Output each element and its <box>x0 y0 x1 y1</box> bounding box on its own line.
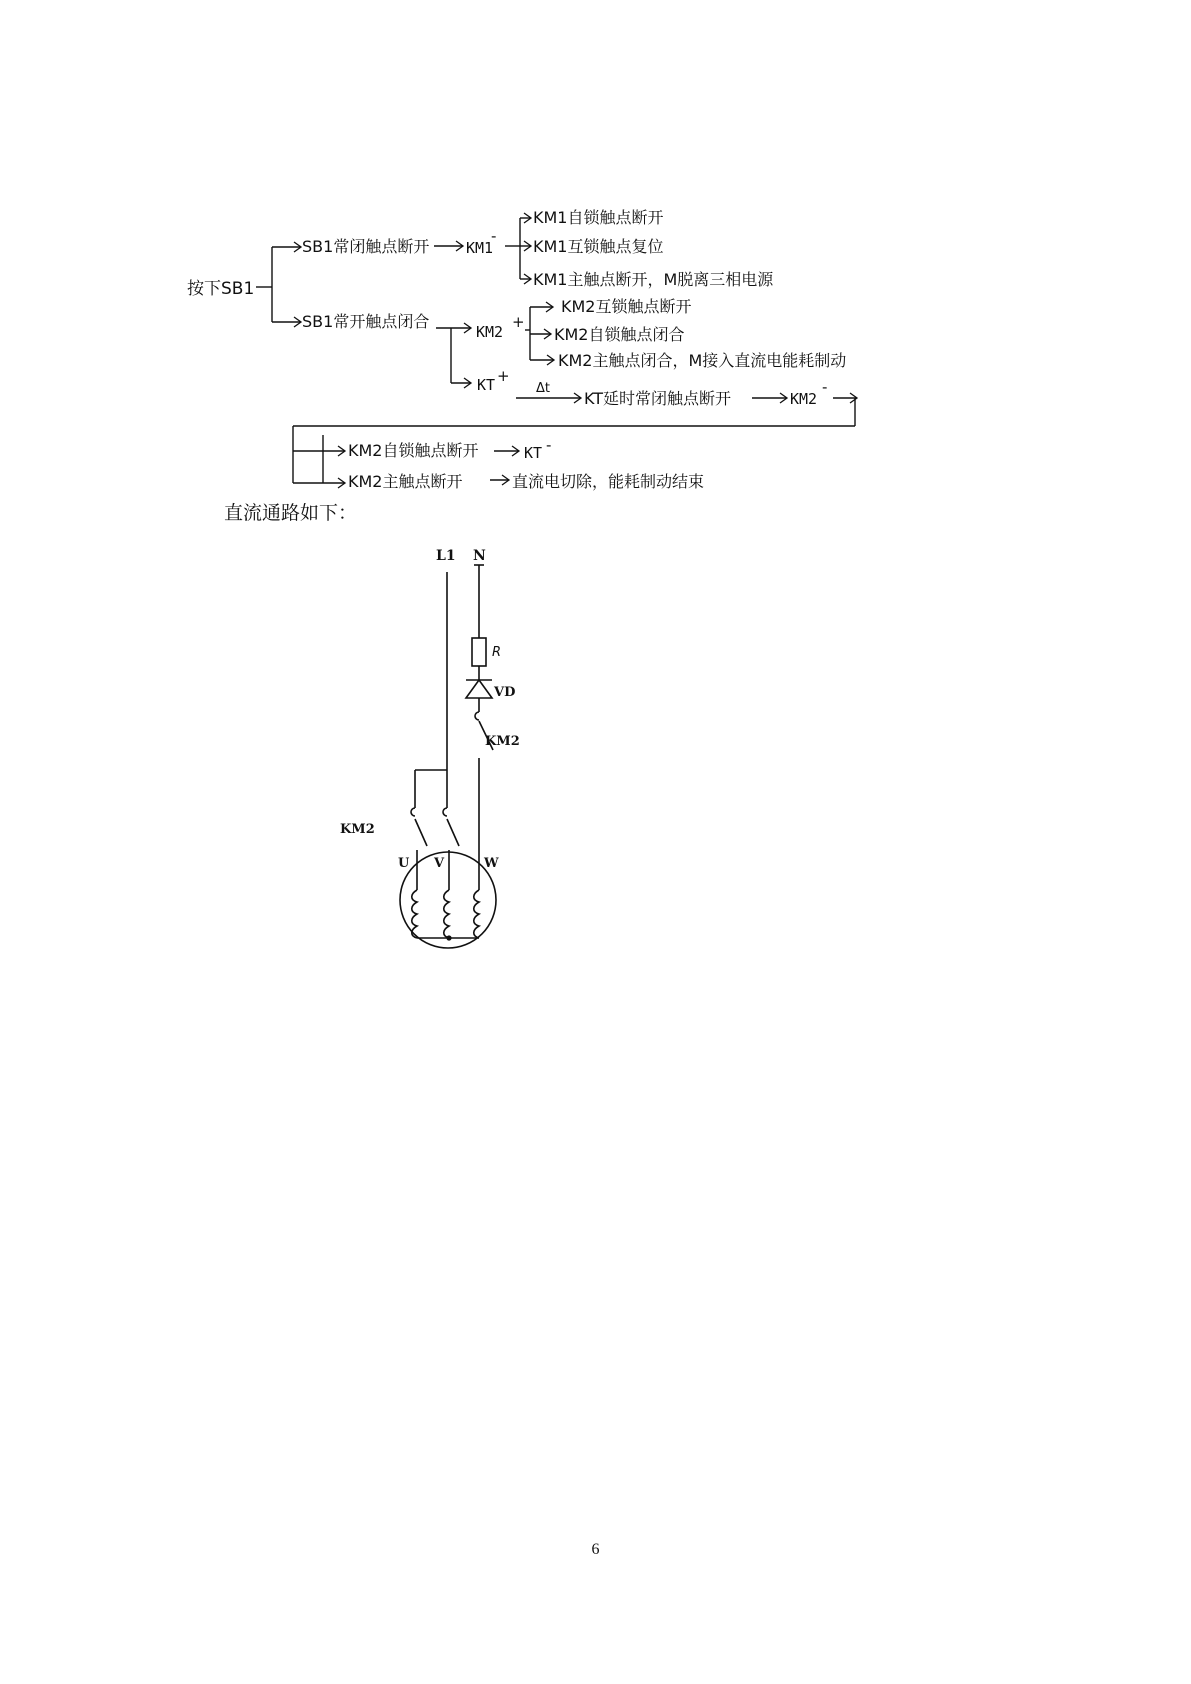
km2-out-selflock: KM2自锁触点闭合 <box>554 325 685 344</box>
final-main-open: KM2主触点断开 <box>348 472 463 491</box>
root-node: 按下SB1 <box>187 279 255 299</box>
km1-out-interlock: KM1互锁触点复位 <box>533 237 664 256</box>
label-diode: VD <box>494 685 516 700</box>
node-kt-plus-sup: + <box>497 367 510 385</box>
node-km1-minus-sup: - <box>491 227 497 245</box>
final-kt-minus-sup: - <box>546 436 552 454</box>
label-u: U <box>398 856 410 871</box>
delay-label: Δt <box>536 381 550 396</box>
label-n: N <box>473 548 486 564</box>
node-km2-plus-sup: + <box>512 313 525 331</box>
label-l1: L1 <box>436 548 456 564</box>
km2-out-main: KM2主触点闭合，M接入直流电能耗制动 <box>558 351 847 370</box>
final-dc-cut: 直流电切除，能耗制动结束 <box>512 472 705 491</box>
label-km2-left: KM2 <box>340 822 375 837</box>
dc-braking-circuit <box>320 540 540 980</box>
node-km2-minus-sup: - <box>822 378 828 396</box>
km1-out-main: KM1主触点断开，M脱离三相电源 <box>533 270 774 289</box>
page-number: 6 <box>591 1541 600 1558</box>
label-v: V <box>434 856 445 871</box>
kt-out-delay-open: KT延时常闭触点断开 <box>584 389 732 408</box>
label-km2-right: KM2 <box>485 734 520 749</box>
control-flow-diagram <box>0 0 1191 500</box>
label-resistor: R <box>492 645 502 660</box>
branch-sb1-nc-open: SB1常闭触点断开 <box>302 237 430 256</box>
node-km2-minus: KM2 <box>790 390 818 408</box>
dc-path-caption: 直流通路如下： <box>224 502 358 524</box>
branch-sb1-no-close: SB1常开触点闭合 <box>302 312 430 331</box>
node-kt-plus: KT <box>477 376 496 394</box>
km2-out-interlock: KM2互锁触点断开 <box>561 297 692 316</box>
km1-out-selflock: KM1自锁触点断开 <box>533 208 664 227</box>
final-selflock-open: KM2自锁触点断开 <box>348 441 479 460</box>
final-kt-minus: KT <box>524 444 543 462</box>
label-w: W <box>484 856 499 871</box>
node-km1-minus: KM1 <box>466 239 494 257</box>
node-km2-plus: KM2 <box>476 323 504 341</box>
